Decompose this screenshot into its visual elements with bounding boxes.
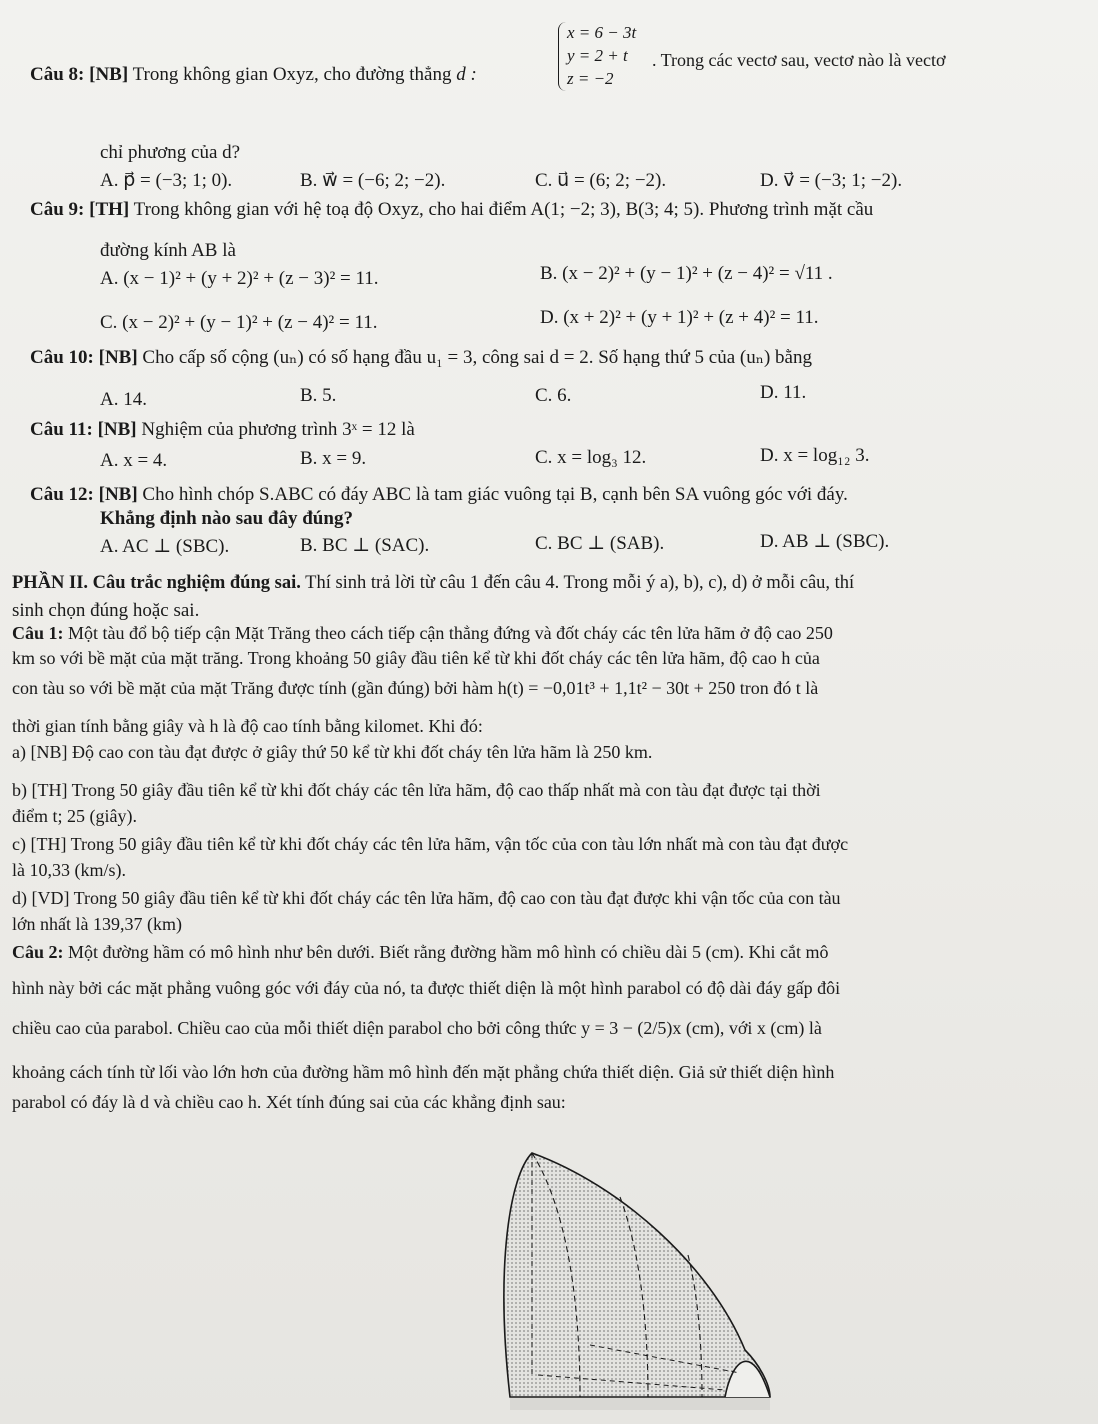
q8-label: Câu 8: [NB] bbox=[30, 64, 129, 85]
p2-text-5: parabol có đáy là d và chiều cao h. Xét tính đúng sai của các khẳng định sau: bbox=[12, 1092, 566, 1112]
q11-option-d: D. x = log₁₂ 3. bbox=[760, 445, 870, 466]
q9-label: Câu 9: [TH] bbox=[30, 199, 130, 220]
q10-option-a: A. 14. bbox=[100, 389, 147, 410]
q12-text: Cho hình chóp S.ABC có đáy ABC là tam giác vuông tại B, cạnh bên SA vuông góc với đáy. bbox=[142, 484, 848, 505]
part2-heading: PHẦN II. Câu trắc nghiệm đúng sai. bbox=[12, 573, 301, 593]
p2-text-1: Một đường hầm có mô hình như bên dưới. Biết rằng đường hầm mô hình có chiều dài 5 (cm). Khi cắt mô bbox=[68, 942, 829, 962]
p1-item-c-cont: là 10,33 (km/s). bbox=[12, 860, 126, 880]
part2-line1 bbox=[12, 572, 854, 594]
q8-option-b: B. w⃗ = (−6; 2; −2). bbox=[300, 170, 446, 191]
part2-line1-rest: Thí sinh trả lời từ câu 1 đến câu 4. Trong mỗi ý a), b), c), d) ở mỗi câu, thí bbox=[305, 573, 855, 593]
p2-label: Câu 2: bbox=[12, 942, 64, 962]
q9-option-b: B. (x − 2)² + (y − 1)² + (z − 4)² = √11 . bbox=[540, 263, 833, 284]
q12-option-d: D. AB ⊥ (SBC). bbox=[760, 531, 890, 552]
p1-item-d-cont: lớn nhất là 139,37 (km) bbox=[12, 914, 182, 934]
q12-text-b: Khẳng định nào sau đây đúng? bbox=[100, 508, 353, 529]
q8-option-d: D. v⃗ = (−3; 1; −2). bbox=[760, 170, 903, 191]
q8-text-a: Trong không gian Oxyz, cho đường thẳng bbox=[132, 64, 452, 85]
q8-eq-y: y = 2 + t bbox=[567, 45, 628, 65]
q8-text-c: chỉ phương của d? bbox=[100, 142, 241, 163]
q9-option-a: A. (x − 1)² + (y + 2)² + (z − 3)² = 11. bbox=[100, 268, 379, 289]
q8-line-name: d : bbox=[456, 64, 477, 85]
q10-label: Câu 10: [NB] bbox=[30, 347, 138, 368]
q11-option-a: A. x = 4. bbox=[100, 450, 168, 471]
p1-item-b: b) [TH] Trong 50 giây đầu tiên kể từ khi đốt cháy các tên lửa hãm, độ cao thấp nhất mà con tàu đạt được tại thời bbox=[12, 780, 821, 800]
q10-option-c: C. 6. bbox=[535, 385, 572, 406]
base-plane bbox=[510, 1397, 770, 1410]
p1-text-2: km so với bề mặt của mặt trăng. Trong khoảng 50 giây đầu tiên kể từ khi đốt cháy các tên lửa hãm, độ cao h của bbox=[12, 648, 820, 668]
q12-option-c: C. BC ⊥ (SAB). bbox=[535, 533, 665, 554]
q12-line1 bbox=[30, 484, 848, 507]
p1-item-d: d) [VD] Trong 50 giây đầu tiên kể từ khi đốt cháy các tên lửa hãm, độ cao con tàu đạt được khi vận tốc của con tàu bbox=[12, 888, 841, 908]
q9-text: Trong không gian với hệ toạ độ Oxyz, cho hai điểm A(1; −2; 3), B(3; 4; 5). Phương trình mặt cầu bbox=[133, 199, 874, 220]
q12-label: Câu 12: [NB] bbox=[30, 484, 138, 505]
p2-line1 bbox=[12, 942, 828, 964]
p1-label: Câu 1: bbox=[12, 623, 64, 643]
q8-option-a: A. p⃗ = (−3; 1; 0). bbox=[100, 170, 233, 191]
part2-line2: sinh chọn đúng hoặc sai. bbox=[12, 600, 200, 621]
q8-option-c: C. u⃗ = (6; 2; −2). bbox=[535, 170, 667, 191]
q9-text-b: đường kính AB là bbox=[100, 240, 236, 261]
p1-line1 bbox=[12, 623, 833, 645]
q10-option-d: D. 11. bbox=[760, 382, 807, 403]
q11-label: Câu 11: [NB] bbox=[30, 419, 137, 440]
q8-line-system bbox=[558, 22, 636, 91]
tunnel-surface bbox=[504, 1153, 770, 1397]
p1-item-a: a) [NB] Độ cao con tàu đạt được ở giây thứ 50 kể từ khi đốt cháy tên lửa hãm là 250 km. bbox=[12, 742, 653, 762]
p1-item-b-cont: điểm t; 25 (giây). bbox=[12, 806, 137, 826]
q8-eq-z: z = −2 bbox=[567, 68, 614, 88]
p1-item-c: c) [TH] Trong 50 giây đầu tiên kể từ khi đốt cháy các tên lửa hãm, vận tốc của con tàu lớn nhất mà con tàu đạt được bbox=[12, 834, 849, 854]
q11-line1 bbox=[30, 419, 415, 442]
p2-text-2: hình này bởi các mặt phẳng vuông góc với đáy của nó, ta được thiết diện là một hình parabol có độ dài đáy gấp đôi bbox=[12, 978, 841, 998]
tunnel-figure bbox=[470, 1145, 850, 1420]
q10-text: Cho cấp số cộng (uₙ) có số hạng đầu u₁ = 3, công sai d = 2. Số hạng thứ 5 của (uₙ) bằng bbox=[142, 347, 812, 368]
p1-text-3: con tàu so với bề mặt của mặt Trăng được tính (gần đúng) bởi hàm h(t) = −0,01t³ + 1,1t² − 30t + 250 tron đó t là bbox=[12, 678, 819, 698]
q8-line1 bbox=[30, 64, 477, 87]
p1-text-4: thời gian tính bằng giây và h là độ cao tính bằng kilomet. Khi đó: bbox=[12, 716, 483, 736]
q10-line1 bbox=[30, 347, 812, 370]
q12-option-b: B. BC ⊥ (SAC). bbox=[300, 535, 430, 556]
q8-eq-x: x = 6 − 3t bbox=[567, 23, 637, 42]
q9-option-c: C. (x − 2)² + (y − 1)² + (z − 4)² = 11. bbox=[100, 312, 378, 333]
q12-option-a: A. AC ⊥ (SBC). bbox=[100, 536, 230, 557]
p2-text-3: chiều cao của parabol. Chiều cao của mỗi thiết diện parabol cho bởi công thức y = 3 − (2/5)x (cm), với x (cm) là bbox=[12, 1018, 822, 1038]
q11-option-c: C. x = log₃ 12. bbox=[535, 447, 647, 468]
q10-option-b: B. 5. bbox=[300, 385, 337, 406]
q11-option-b: B. x = 9. bbox=[300, 448, 367, 469]
q9-option-d: D. (x + 2)² + (y + 1)² + (z + 4)² = 11. bbox=[540, 307, 819, 328]
p2-text-4: khoảng cách tính từ lối vào lớn hơn của đường hầm mô hình đến mặt phẳng chứa thiết diện. Giả sử thiết diện hình bbox=[12, 1062, 835, 1082]
p1-text-1: Một tàu đổ bộ tiếp cận Mặt Trăng theo cách tiếp cận thẳng đứng và đốt cháy các tên lửa hãm ở độ cao 250 bbox=[68, 623, 833, 643]
q9-line1 bbox=[30, 199, 873, 222]
q11-text: Nghiệm của phương trình 3ˣ = 12 là bbox=[141, 419, 415, 440]
q8-text-b: . Trong các vectơ sau, vectơ nào là vectơ bbox=[652, 50, 946, 70]
